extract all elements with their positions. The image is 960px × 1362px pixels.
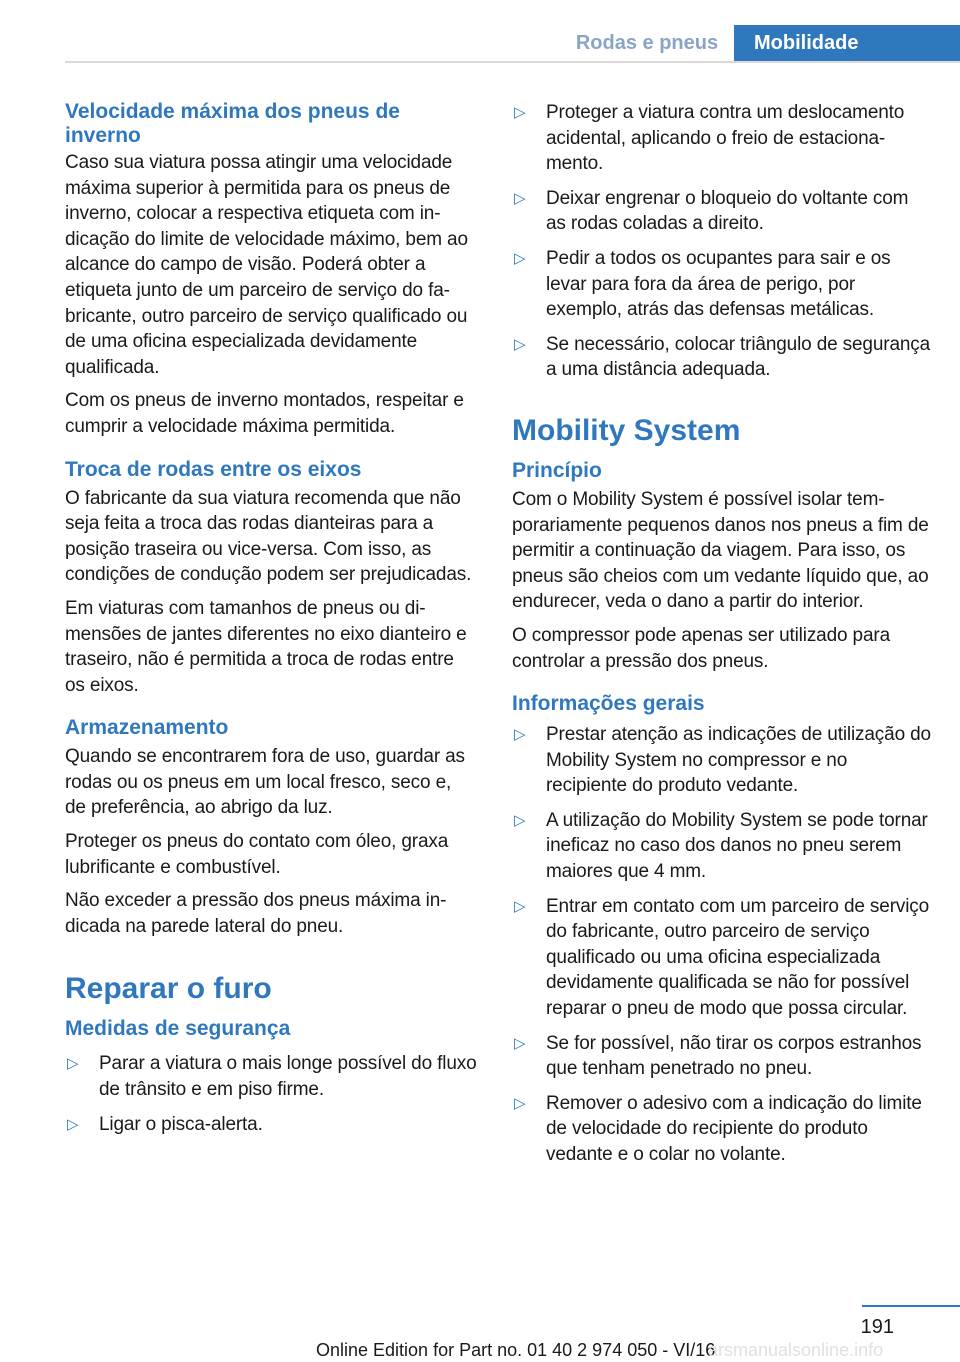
triangle-bullet-icon: ▷ [67, 1055, 79, 1073]
list-item-text: Pedir a todos os ocupantes para sair e os levar para fora da área de perigo, por exemplo, atrás das defensas metálicas. [546, 247, 891, 321]
triangle-bullet-icon: ▷ [514, 335, 526, 353]
list-item-text: Remover o adesivo com a indicação do limite de velocidade do recipiente do produto vedante e o colar no volante. [546, 1092, 922, 1165]
paragraph: O compressor pode apenas ser utilizado para controlar a pressão dos pneus. [512, 624, 890, 672]
list-item [512, 1091, 932, 1168]
chapter-title: Mobilidade [734, 25, 960, 62]
paragraph: Em viaturas com tamanhos de pneus ou dimensões de jantes diferentes no eixo dianteiro e traseiro, não é permitida a troca de rodas entre os eixos. [65, 597, 467, 696]
list-item [512, 722, 932, 799]
heading-mobility-system: Mobility System [512, 413, 741, 447]
list-item [512, 894, 932, 1022]
list-item-text: Proteger a viatura contra um deslocamento acidental, aplicando o freio de estacionamento. [546, 102, 905, 175]
list-item-text: Ligar o pisca-alerta. [99, 1113, 263, 1135]
paragraph: Não exceder a pressão dos pneus máxima indicada na parede lateral do pneu. [65, 890, 447, 937]
edition-note: Online Edition for Part no. 01 40 2 974 050 - VI/16 [316, 1340, 716, 1360]
left-column [65, 100, 477, 1146]
header-divider [65, 61, 960, 63]
list-item [512, 332, 932, 383]
heading-safety-measures: Medidas de segurança [65, 1017, 291, 1041]
list-item [65, 1112, 477, 1138]
triangle-bullet-icon: ▷ [514, 104, 526, 121]
triangle-bullet-icon: ▷ [67, 1115, 79, 1133]
heading-general-info: Informações gerais [512, 692, 705, 716]
list-item [512, 808, 932, 885]
list-item [65, 1051, 477, 1102]
triangle-bullet-icon: ▷ [514, 1034, 526, 1052]
paragraph: Quando se encontrarem fora de uso, guardar as rodas ou os pneus em um local fresco, seco e, de preferência, ao abrigo da luz. [65, 746, 465, 819]
triangle-bullet-icon: ▷ [514, 811, 526, 829]
section-title: Rodas e pneus [575, 32, 719, 54]
safety-list-continued [512, 100, 932, 383]
list-item [512, 186, 932, 237]
triangle-bullet-icon: ▷ [514, 249, 526, 267]
triangle-bullet-icon: ▷ [514, 189, 526, 207]
paragraph: Com o Mobility System é possível isolar temporariamente pequenos danos nos pneus a fim de permitir a continuação da viagem. Para isso, os pneus são cheios com um vedante líquido que, ao endurecer, veda o dano a partir do interior. [512, 488, 929, 613]
footer-accent-line [862, 1305, 960, 1307]
heading-repair-puncture: Reparar o furo [65, 972, 272, 1006]
heading-wheel-rotation: Troca de rodas entre os eixos [65, 457, 362, 481]
list-item-text: Se necessário, colocar triângulo de segurança a uma distância adequada. [546, 333, 931, 381]
heading-storage: Armazenamento [65, 716, 229, 740]
right-column [512, 100, 932, 1177]
list-item-text: Parar a viatura o mais longe possível do fluxo de trânsito e em piso firme. [99, 1053, 477, 1101]
paragraph: Proteger os pneus do contato com óleo, graxa lubrificante e combustível. [65, 831, 449, 878]
watermark-text: arsmanualsonline.info [708, 1340, 884, 1360]
list-item-text: Se for possível, não tirar os corpos estranhos que tenham penetrado no pneu. [546, 1032, 922, 1080]
paragraph: Com os pneus de inverno montados, respeitar e cumprir a velocidade máxima permitida. [65, 390, 464, 437]
paragraph: Caso sua viatura possa atingir uma velocidade máxima superior à permitida para os pneus de inverno, colocar a respectiva etiqueta com indicação do limite de velocidade máximo, bem ao alcance do campo de visão. Poderá obter a etiqueta junto de um parceiro de serviço do fabricante, outro parceiro de serviço qualificado ou de uma oficina especializada devidamente qualificada. [65, 152, 468, 378]
paragraph: O fabricante da sua viatura recomenda que não seja feita a troca das rodas dianteiras para a posição traseira ou vice-versa. Com isso, as condições de condução podem ser prejudicadas. [65, 487, 472, 586]
list-item [512, 100, 932, 177]
triangle-bullet-icon: ▷ [514, 1094, 526, 1112]
page-header [560, 25, 960, 62]
heading-winter-speed: Velocidade máxima dos pneus de inverno [65, 100, 400, 147]
list-item-text: Deixar engrenar o bloqueio do voltante com as rodas coladas a direito. [546, 187, 909, 235]
triangle-bullet-icon: ▷ [514, 726, 526, 744]
list-item [512, 1031, 932, 1082]
safety-list [65, 1051, 477, 1137]
list-item-text: Entrar em contato com um parceiro de serviço do fabricante, outro parceiro de serviço qualificado ou uma oficina especializada devidamente qualificada se não for possível reparar o pneu de modo que possa circular. [546, 895, 930, 1020]
general-info-list [512, 722, 932, 1168]
triangle-bullet-icon: ▷ [514, 897, 526, 915]
list-item-text: Prestar atenção as indicações de utilização do Mobility System no compressor e no recipiente do produto vedante. [546, 724, 931, 797]
list-item-text: A utilização do Mobility System se pode tornar ineficaz no caso dos danos no pneu serem maiores que 4 mm. [546, 809, 928, 883]
list-item [512, 246, 932, 323]
heading-principle: Princípio [512, 458, 602, 482]
page-number: 191 [860, 1316, 894, 1338]
